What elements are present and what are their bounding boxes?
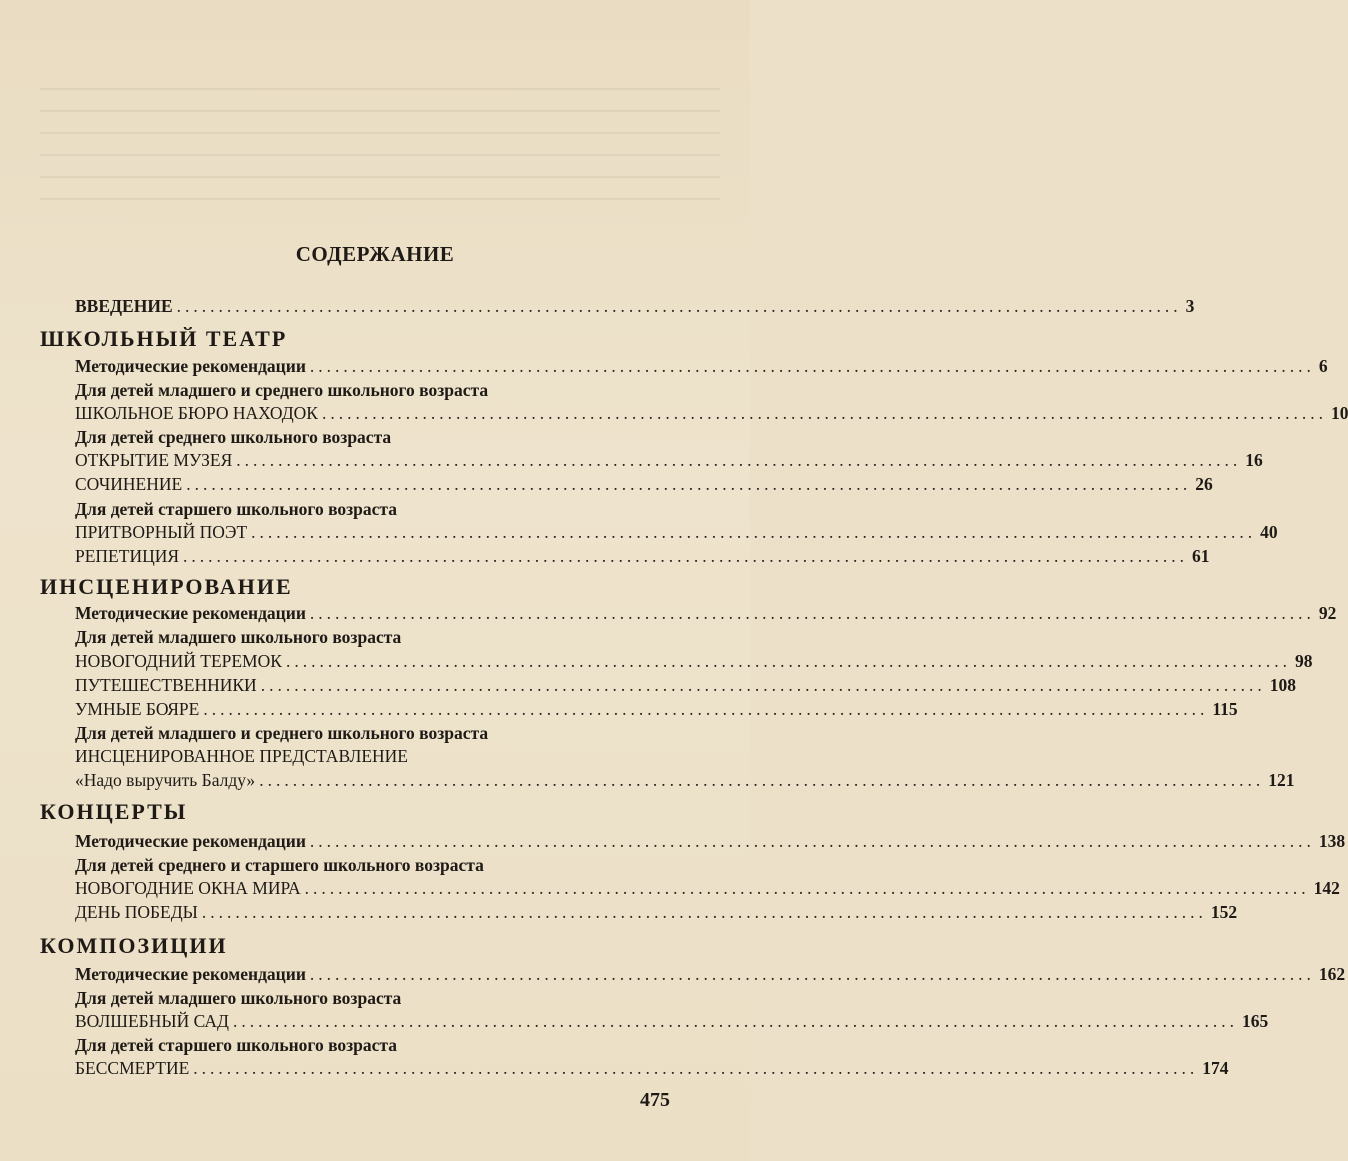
leader-dots: ........................................................................................................................ xyxy=(309,964,1315,984)
toc-page-number: 152 xyxy=(1210,902,1238,922)
toc-page-number: 40 xyxy=(1260,522,1278,542)
toc-entry xyxy=(75,876,1340,900)
toc-entry xyxy=(75,448,1263,472)
toc-page-number: 162 xyxy=(1318,964,1346,984)
toc-entry-label: НОВОГОДНИЕ ОКНА МИРА xyxy=(75,878,301,898)
section-heading: КОНЦЕРТЫ xyxy=(40,799,188,824)
toc-page-number: 138 xyxy=(1318,831,1346,851)
toc-entry-label: РЕПЕТИЦИЯ xyxy=(75,546,180,566)
toc-page-number: 142 xyxy=(1313,878,1340,898)
toc-entry-label: УМНЫЕ БОЯРЕ xyxy=(75,699,200,719)
section-heading: ИНСЦЕНИРОВАНИЕ xyxy=(40,574,293,599)
toc-page-number: 121 xyxy=(1268,770,1295,790)
leader-dots: ........................................................................................................................ xyxy=(183,546,1189,566)
toc-entry-label: СОЧИНЕНИЕ xyxy=(75,474,183,494)
leader-dots: ........................................................................................................................ xyxy=(321,403,1327,423)
toc-page-number: 165 xyxy=(1242,1011,1269,1031)
toc-entry-method xyxy=(75,354,1328,378)
toc-entry-label: ВОЛШЕБНЫЙ САД xyxy=(75,1011,229,1031)
toc-entry xyxy=(75,697,1238,721)
toc-entry-method xyxy=(75,601,1337,625)
toc-entry-method xyxy=(75,962,1346,986)
leader-dots: ........................................................................................................................ xyxy=(251,522,1257,542)
toc-page-number: 10 xyxy=(1330,403,1348,423)
toc-entry xyxy=(75,768,1295,792)
toc-entry-label: БЕССМЕРТИЕ xyxy=(75,1058,190,1078)
toc-entry xyxy=(75,1009,1269,1033)
page-title: СОДЕРЖАНИЕ xyxy=(295,242,455,266)
leader-dots: ........................................................................................................................ xyxy=(260,675,1266,695)
item-heading: ИНСЦЕНИРОВАННОЕ ПРЕДСТАВЛЕНИЕ xyxy=(75,746,408,766)
toc-entry xyxy=(75,1056,1229,1080)
age-group-subtitle: Для детей старшего школьного возраста xyxy=(75,499,397,519)
toc-page-number: 108 xyxy=(1269,675,1296,695)
leader-dots: ........................................................................................................................ xyxy=(309,356,1315,376)
leader-dots: ........................................................................................................................ xyxy=(309,831,1315,851)
toc-page-number: 98 xyxy=(1294,651,1313,671)
age-group-subtitle: Для детей младшего школьного возраста xyxy=(75,988,402,1008)
toc-entry xyxy=(75,649,1313,673)
leader-dots: ........................................................................................................................ xyxy=(193,1058,1199,1078)
toc-page-number: 16 xyxy=(1245,450,1263,470)
age-group-subtitle: Для детей младшего и среднего школьного возраста xyxy=(75,723,489,743)
toc-entry xyxy=(75,401,1348,425)
leader-dots: ........................................................................................................................ xyxy=(259,770,1265,790)
toc-entry-label: ВВЕДЕНИЕ xyxy=(75,296,173,316)
section-heading: ШКОЛЬНЫЙ ТЕАТР xyxy=(40,326,288,351)
toc-entry-label: «Надо выручить Балду» xyxy=(75,770,256,790)
toc-page-number: 115 xyxy=(1212,699,1238,719)
leader-dots: ........................................................................................................................ xyxy=(309,603,1315,623)
age-group-subtitle: Для детей младшего и среднего школьного возраста xyxy=(75,380,489,400)
toc-entry-label: ОТКРЫТИЕ МУЗЕЯ xyxy=(75,450,233,470)
toc-entry xyxy=(75,544,1210,568)
leader-dots: ........................................................................................................................ xyxy=(201,902,1207,922)
age-group-subtitle: Для детей старшего школьного возраста xyxy=(75,1035,397,1055)
bleed-through-text xyxy=(40,80,720,200)
toc-entry-intro xyxy=(75,294,1195,318)
age-group-subtitle: Для детей среднего и старшего школьного возраста xyxy=(75,855,484,875)
toc-entry-method xyxy=(75,829,1346,853)
age-group-subtitle: Для детей среднего школьного возраста xyxy=(75,427,392,447)
leader-dots: ........................................................................................................................ xyxy=(233,1011,1238,1031)
toc-entry xyxy=(75,900,1238,924)
leader-dots: ........................................................................................................................ xyxy=(176,296,1182,316)
toc-entry xyxy=(75,520,1278,544)
toc-entry-label: Методические рекомендации xyxy=(75,356,306,376)
toc-page-number: 3 xyxy=(1185,296,1195,316)
page-number: 475 xyxy=(640,1089,670,1111)
toc-page-number: 92 xyxy=(1318,603,1337,623)
section-heading: КОМПОЗИЦИИ xyxy=(40,933,228,958)
leader-dots: ........................................................................................................................ xyxy=(203,699,1209,719)
toc-entry-label: Методические рекомендации xyxy=(75,603,306,623)
toc-entry-label: Методические рекомендации xyxy=(75,964,306,984)
toc-entry xyxy=(75,673,1296,697)
age-group-subtitle: Для детей младшего школьного возраста xyxy=(75,627,402,647)
toc-entry xyxy=(75,472,1213,496)
toc-page-number: 61 xyxy=(1192,546,1210,566)
toc-entry-label: ДЕНЬ ПОБЕДЫ xyxy=(75,902,198,922)
toc-page-number: 6 xyxy=(1318,356,1328,376)
toc-entry-label: ПРИТВОРНЫЙ ПОЭТ xyxy=(75,522,248,542)
toc-page-number: 174 xyxy=(1202,1058,1229,1078)
toc-entry-label: ПУТЕШЕСТВЕННИКИ xyxy=(75,675,257,695)
toc-page-number: 26 xyxy=(1195,474,1213,494)
leader-dots: ........................................................................................................................ xyxy=(186,474,1192,494)
leader-dots: ........................................................................................................................ xyxy=(304,878,1310,898)
toc-entry-label: Методические рекомендации xyxy=(75,831,306,851)
leader-dots: ........................................................................................................................ xyxy=(285,651,1291,671)
leader-dots: ........................................................................................................................ xyxy=(236,450,1242,470)
toc-entry-label: НОВОГОДНИЙ ТЕРЕМОК xyxy=(75,651,282,671)
toc-entry-label: ШКОЛЬНОЕ БЮРО НАХОДОК xyxy=(75,403,318,423)
